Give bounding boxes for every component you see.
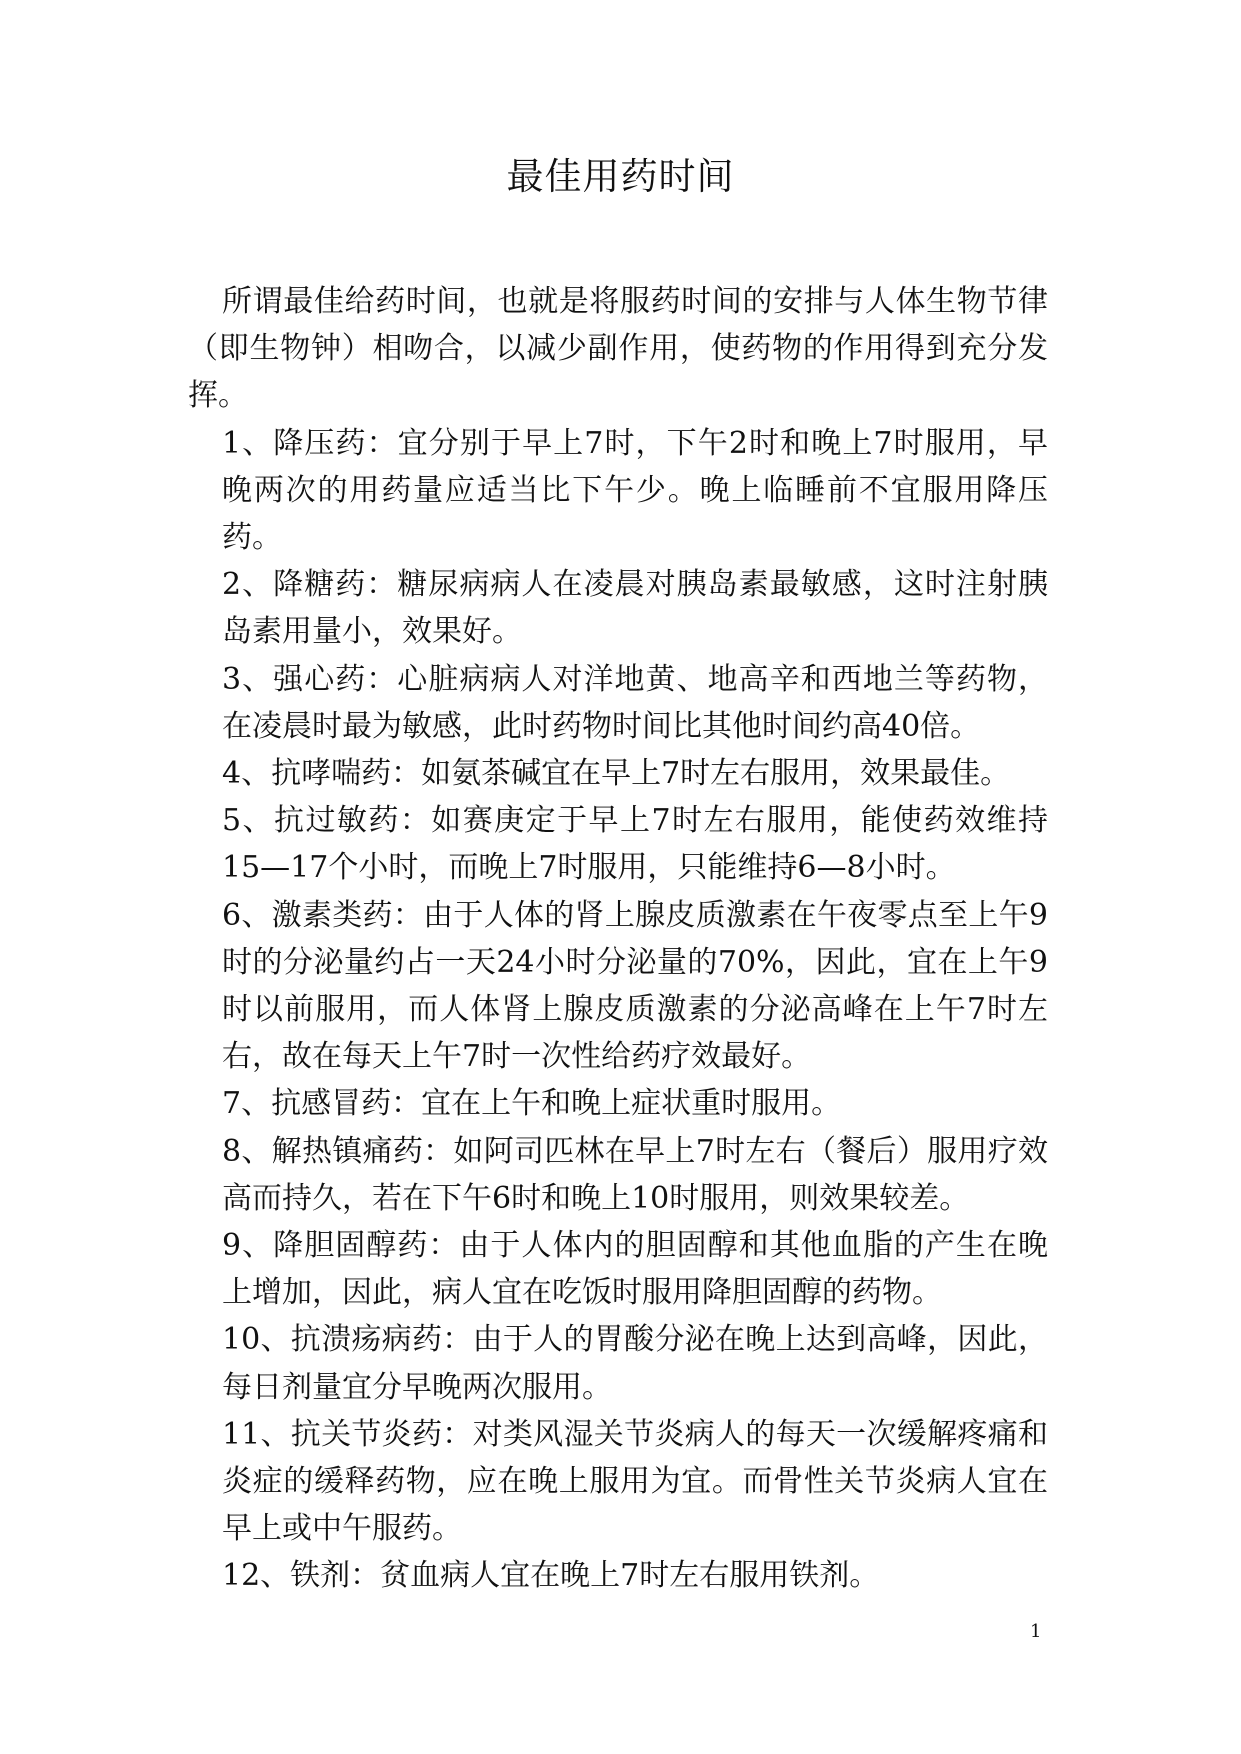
- list-item-3: 3、强心药：心脏病病人对洋地黄、地高辛和西地兰等药物，在凌晨时最为敏感，此时药物时间比其他时间约高40倍。: [222, 661, 1048, 744]
- document-body: [188, 278, 1048, 1600]
- list-item-12: 12、铁剂：贫血病人宜在晚上7时左右服用铁剂。: [222, 1558, 880, 1594]
- list-item-10: 10、抗溃疡病药：由于人的胃酸分泌在晚上达到高峰，因此，每日剂量宜分早晚两次服用。: [222, 1322, 1048, 1405]
- list-item-7: 7、抗感冒药：宜在上午和晚上症状重时服用。: [222, 1086, 842, 1122]
- list-item-8: 8、解热镇痛药：如阿司匹林在早上7时左右（餐后）服用疗效高而持久，若在下午6时和晚上10时服用，则效果较差。: [222, 1133, 1048, 1216]
- list-item-2: 2、降糖药：糖尿病病人在凌晨对胰岛素最敏感，这时注射胰岛素用量小，效果好。: [222, 567, 1048, 650]
- list-item-11: 11、抗关节炎药：对类风湿关节炎病人的每天一次缓解疼痛和炎症的缓释药物，应在晚上服用为宜。而骨性关节炎病人宜在早上或中午服药。: [222, 1416, 1048, 1547]
- list-item-9: 9、降胆固醇药：由于人体内的胆固醇和其他血脂的产生在晚上增加，因此，病人宜在吃饭时服用降胆固醇的药物。: [222, 1228, 1048, 1311]
- intro-paragraph: 所谓最佳给药时间，也就是将服药时间的安排与人体生物节律（即生物钟）相吻合，以减少副作用，使药物的作用得到充分发挥。: [188, 284, 1048, 414]
- page-number: 1: [1030, 1621, 1042, 1642]
- medication-list: [188, 420, 1048, 1600]
- list-item-1: 1、降压药：宜分别于早上7时，下午2时和晚上7时服用，早晚两次的用药量应适当比下午少。晚上临睡前不宜服用降压药。: [222, 425, 1048, 556]
- document-title: 最佳用药时间: [506, 155, 735, 198]
- list-item-5: 5、抗过敏药：如赛庚定于早上7时左右服用，能使药效维持15—17个小时，而晚上7时服用，只能维持6—8小时。: [222, 803, 1048, 886]
- list-item-4: 4、抗哮喘药：如氨茶碱宜在早上7时左右服用，效果最佳。: [222, 756, 1011, 792]
- list-item-6: 6、激素类药：由于人体的肾上腺皮质激素在午夜零点至上午9时的分泌量约占一天24小时分泌量的70%，因此，宜在上午9时以前服用，而人体肾上腺皮质激素的分泌高峰在上午7时左右，故在每天上午7时一次性给药疗效最好。: [222, 897, 1048, 1075]
